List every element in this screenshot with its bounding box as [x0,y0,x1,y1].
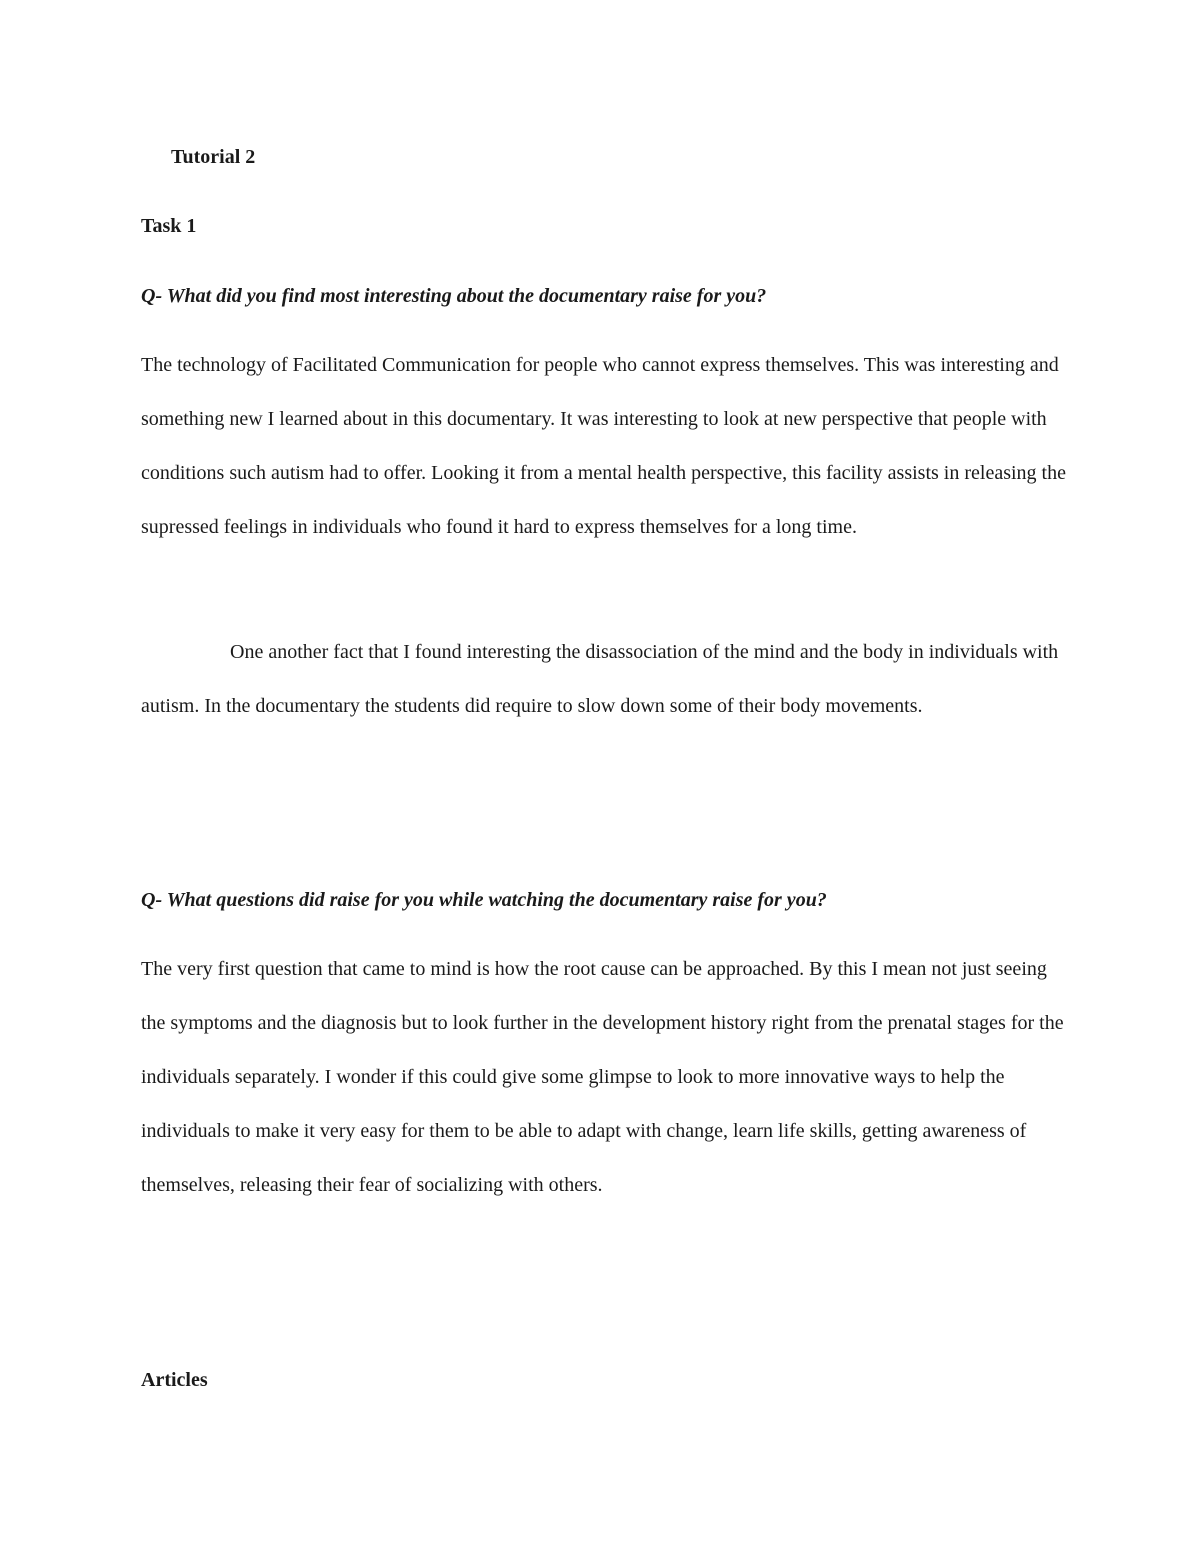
articles-heading: Articles [141,1369,208,1391]
question-1: Q- What did you find most interesting about the documentary raise for you? [141,285,767,307]
answer-1-paragraph-1: The technology of Facilitated Communication for people who cannot express themselves. This was interesting and something new I learned about in this documentary. It was interesting to look at new perspective that people with conditions such autism had to offer. Looking it from a mental health perspective, this facility assists in releasing the supressed feelings in individuals who found it hard to express themselves for a long time. [141,354,1066,538]
question-2: Q- What questions did raise for you while watching the documentary raise for you? [141,889,827,911]
answer-2-paragraph-1: The very first question that came to mind is how the root cause can be approached. By this I mean not just seeing the symptoms and the diagnosis but to look further in the development history right from the prenatal stages for the individuals separately. I wonder if this could give some glimpse to look to more innovative ways to help the individuals to make it very easy for them to be able to adapt with change, learn life skills, getting awareness of themselves, releasing their fear of socializing with others. [141,958,1064,1196]
task-heading: Task 1 [141,215,197,237]
document-title: Tutorial 2 [171,146,256,168]
answer-1-paragraph-2: One another fact that I found interesting the disassociation of the mind and the body in individuals with autism. In the documentary the students did require to slow down some of their body movements. [141,641,1059,717]
